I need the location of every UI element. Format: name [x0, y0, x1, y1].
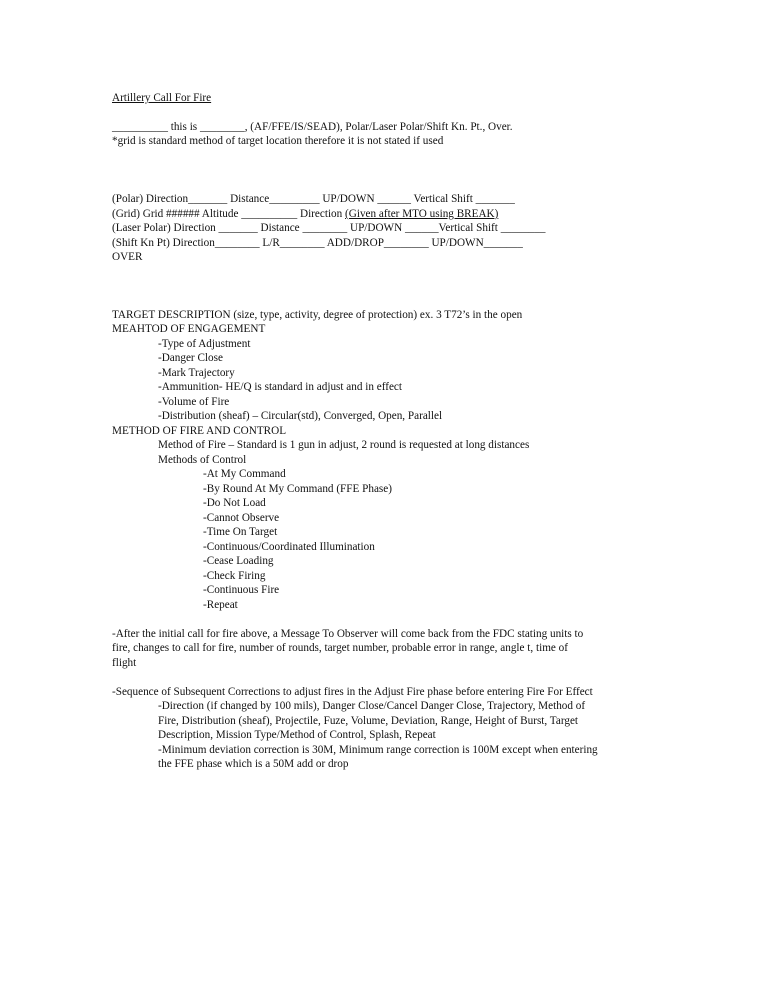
grid-note: *grid is standard method of target location therefore it is not stated if used [112, 135, 444, 147]
control-method-item: -Check Firing [203, 570, 266, 582]
corrections-heading: -Sequence of Subsequent Corrections to adjust fires in the Adjust Fire phase before entering Fire For Effect [112, 686, 593, 698]
engagement-item: -Danger Close [158, 352, 223, 364]
engagement-item: -Volume of Fire [158, 396, 230, 408]
mto-paragraph-line: flight [112, 657, 137, 669]
mto-paragraph-line: -After the initial call for fire above, a Message To Observer will come back from the FDC stating units to [112, 628, 584, 640]
methods-of-control-label: Methods of Control [158, 454, 247, 466]
corrections-line: Description, Mission Type/Method of Control, Splash, Repeat [158, 729, 436, 741]
method-of-fire: Method of Fire – Standard is 1 gun in adjust, 2 round is requested at long distances [158, 439, 530, 451]
corrections-line: -Minimum deviation correction is 30M, Minimum range correction is 100M except when entering [158, 744, 598, 756]
shift-line: (Shift Kn Pt) Direction________ L/R________ ADD/DROP________ UP/DOWN_______ [112, 237, 523, 249]
intro-line: __________ this is ________, (AF/FFE/IS/SEAD), Polar/Laser Polar/Shift Kn. Pt., Over. [112, 121, 513, 133]
control-method-item: -Cease Loading [203, 555, 274, 567]
engagement-item: -Mark Trajectory [158, 367, 235, 379]
corrections-line: Fire, Distribution (sheaf), Projectile, Fuze, Volume, Deviation, Range, Height of Burst, Target [158, 715, 579, 727]
polar-line: (Polar) Direction_______ Distance_________ UP/DOWN ______ Vertical Shift _______ [112, 193, 515, 205]
engagement-item: -Distribution (sheaf) – Circular(std), Converged, Open, Parallel [158, 410, 443, 422]
control-method-item: -Cannot Observe [203, 512, 280, 524]
laser-polar-line: (Laser Polar) Direction _______ Distance ________ UP/DOWN ______Vertical Shift ________ [112, 222, 546, 234]
grid-line-text: (Grid) Grid ###### Altitude __________ Direction [112, 208, 346, 220]
control-method-item: -By Round At My Command (FFE Phase) [203, 483, 392, 495]
control-method-item: -Continuous Fire [203, 584, 280, 596]
engagement-item: -Type of Adjustment [158, 338, 251, 350]
target-description: TARGET DESCRIPTION (size, type, activity, degree of protection) ex. 3 T72’s in the open [112, 309, 523, 321]
fire-control-heading: METHOD OF FIRE AND CONTROL [112, 425, 287, 437]
corrections-line: the FFE phase which is a 50M add or drop [158, 758, 349, 770]
document-title: Artillery Call For Fire [112, 92, 212, 104]
control-method-item: -Do Not Load [203, 497, 266, 509]
mto-paragraph-line: fire, changes to call for fire, number of rounds, target number, probable error in range, angle t, time of [112, 642, 568, 654]
control-method-item: -Continuous/Coordinated Illumination [203, 541, 375, 553]
engagement-item: -Ammunition- HE/Q is standard in adjust and in effect [158, 381, 403, 393]
over-line: OVER [112, 251, 143, 263]
corrections-line: -Direction (if changed by 100 mils), Danger Close/Cancel Danger Close, Trajectory, Method of [158, 700, 586, 712]
control-method-item: -Repeat [203, 599, 238, 611]
engagement-heading: MEAHTOD OF ENGAGEMENT [112, 323, 266, 335]
control-method-item: -At My Command [203, 468, 286, 480]
grid-line [112, 208, 498, 221]
control-method-item: -Time On Target [203, 526, 278, 538]
grid-line-note: (Given after MTO using BREAK) [345, 208, 499, 220]
